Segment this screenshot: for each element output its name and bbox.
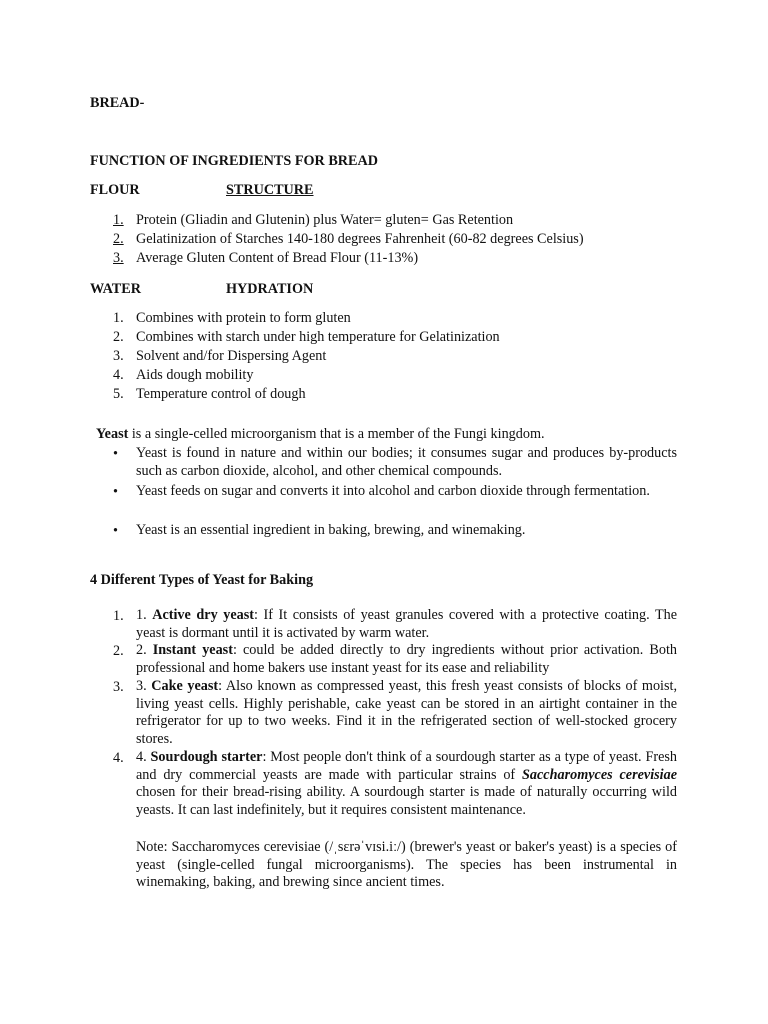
yeast-type-text: chosen for their bread-rising ability. A sourdough starter is made of naturally occurring wild yeasts. It can last indefinitely, but it requires consistent maintenance. xyxy=(136,784,677,818)
water-item-number: 2. xyxy=(113,329,124,345)
flour-item-number: 2. xyxy=(113,231,124,247)
water-item-number: 3. xyxy=(113,348,124,364)
flour-item-text: Average Gluten Content of Bread Flour (11-13%) xyxy=(136,250,419,266)
yeast-type-name: Cake yeast xyxy=(151,678,219,694)
water-item-number: 5. xyxy=(113,386,124,402)
yeast-definition-text: is a single-celled microorganism that is a member of the Fungi kingdom. xyxy=(128,426,545,442)
yeast-bullet-text: Yeast feeds on sugar and converts it into alcohol and carbon dioxide through fermentation. xyxy=(136,483,650,499)
flour-role: STRUCTURE xyxy=(226,182,314,198)
yeast-type-item xyxy=(136,642,677,677)
water-role: HYDRATION xyxy=(226,281,314,297)
flour-label: FLOUR xyxy=(90,182,140,198)
yeast-type-name: Active dry yeast xyxy=(152,607,254,623)
flour-item-text: Gelatinization of Starches 140-180 degrees Fahrenheit (60-82 degrees Celsius) xyxy=(136,231,584,247)
bullet-icon: • xyxy=(113,484,118,500)
bullet-icon: • xyxy=(113,523,118,539)
yeast-bullet-text: Yeast is found in nature and within our bodies; it consumes sugar and produces by-products such as carbon dioxide, alcohol, and other chemical compounds. xyxy=(136,445,677,479)
water-label: WATER xyxy=(90,281,141,297)
water-item-number: 4. xyxy=(113,367,124,383)
yeast-type-text: : Most people don't think of a sourdough starter as a type of yeast. Fresh and dry commercial yeasts are made with particular strains of xyxy=(136,749,677,783)
water-item-number: 1. xyxy=(113,310,124,326)
flour-item-text: Protein (Gliadin and Glutenin) plus Water= gluten= Gas Retention xyxy=(136,212,514,228)
yeast-type-prefix: 4. xyxy=(136,749,151,765)
bullet-icon: • xyxy=(113,446,118,462)
yeast-type-text: : If It consists of yeast granules covered with a protective coating. The yeast is dormant until it is activated by warm water. xyxy=(136,607,677,641)
note-paragraph: Note: Saccharomyces cerevisiae (/ˌsɛrəˈvɪsi.iː/) (brewer's yeast or baker's yeast) is a species of yeast (single-celled fungal microorganisms). The species has been instrumental in winemaking, baking, and brewing since ancient times. xyxy=(136,839,677,890)
water-item-text: Aids dough mobility xyxy=(136,367,254,383)
yeast-type-number: 4. xyxy=(113,750,124,766)
yeast-type-prefix: 1. xyxy=(136,607,153,623)
flour-item-number: 1. xyxy=(113,212,124,228)
yeast-type-text: : Also known as compressed yeast, this fresh yeast consists of blocks of moist, living yeast cells. Highly perishable, cake yeast can be stored in an airtight container in the refrigerator for up to two weeks. Find it in the refrigerated section of well-stocked grocery stores. xyxy=(136,678,678,747)
yeast-type-prefix: 3. xyxy=(136,678,152,694)
water-item-text: Combines with protein to form gluten xyxy=(136,310,351,326)
section-heading: FUNCTION OF INGREDIENTS FOR BREAD xyxy=(90,153,378,169)
yeast-type-number: 2. xyxy=(113,643,124,659)
yeast-bullet-text: Yeast is an essential ingredient in baking, brewing, and winemaking. xyxy=(136,522,526,538)
yeast-type-item xyxy=(136,678,677,748)
flour-item-number: 3. xyxy=(113,250,124,266)
yeast-type-item xyxy=(136,607,677,642)
water-item-text: Combines with starch under high temperature for Gelatinization xyxy=(136,329,500,345)
yeast-type-number: 3. xyxy=(113,679,124,695)
document-title: BREAD- xyxy=(90,95,145,111)
yeast-type-name: Instant yeast xyxy=(152,642,233,658)
yeast-types-heading: 4 Different Types of Yeast for Baking xyxy=(90,572,314,588)
water-item-text: Solvent and/for Dispersing Agent xyxy=(136,348,327,364)
yeast-type-prefix: 2. xyxy=(136,642,153,658)
yeast-species-name: Saccharomyces cerevisiae xyxy=(522,766,677,783)
yeast-type-number: 1. xyxy=(113,608,124,624)
yeast-definition xyxy=(96,425,545,444)
yeast-type-name: Sourdough starter xyxy=(150,749,263,765)
yeast-type-item xyxy=(136,749,677,819)
water-item-text: Temperature control of dough xyxy=(136,386,306,402)
yeast-type-text: : could be added directly to dry ingredients without prior activation. Both professional and home bakers use instant yeast for its ease and reliability xyxy=(136,642,677,676)
yeast-term: Yeast xyxy=(96,426,129,442)
